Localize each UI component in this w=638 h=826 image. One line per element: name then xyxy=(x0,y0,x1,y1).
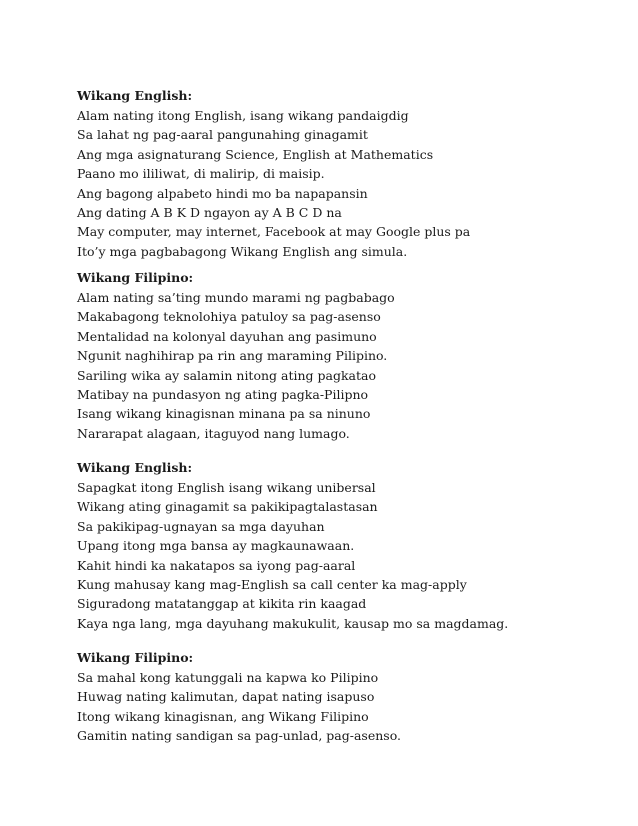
verse-line: Makabagong teknolohiya patuloy sa pag-asenso xyxy=(77,309,381,325)
verse-line: Sapagkat itong English isang wikang unibersal xyxy=(77,480,376,495)
verse-line: Siguradong matatanggap at kikita rin kaagad xyxy=(77,596,367,612)
verse-line: Isang wikang kinagisnan minana pa sa ninuno xyxy=(77,406,371,422)
stanza-heading: Wikang Filipino: xyxy=(77,650,194,665)
verse-line: Sariling wika ay salamin nitong ating pagkatao xyxy=(77,367,376,383)
verse-line: May computer, may internet, Facebook at may Google plus pa xyxy=(77,224,471,240)
verse-line: Upang itong mga bansa ay magkaunawaan. xyxy=(77,538,355,554)
stanza-3 xyxy=(77,458,577,633)
verse-line: Kaya nga lang, mga dayuhang makukulit, kausap mo sa magdamag. xyxy=(77,615,509,631)
verse-line: Sa lahat ng pag-aaral pangunahing ginagamit xyxy=(77,127,368,143)
stanza-heading: Wikang Filipino: xyxy=(77,270,194,285)
verse-line: Gamitin nating sandigan sa pag-unlad, pag-asenso. xyxy=(77,728,401,744)
stanza-heading: Wikang English: xyxy=(77,88,193,103)
verse-line: Ang dating A B K D ngayon ay A B C D na xyxy=(77,204,342,220)
verse-line: Nararapat alagaan, itaguyod nang lumago. xyxy=(77,425,350,441)
stanza-heading: Wikang English: xyxy=(77,460,193,475)
stanza-1 xyxy=(77,86,577,261)
verse-line: Paano mo ililiwat, di malirip, di maisip. xyxy=(77,166,325,182)
verse-line: Huwag nating kalimutan, dapat nating isapuso xyxy=(77,689,375,705)
stanza-2 xyxy=(77,268,577,443)
verse-line: Alam nating sa’ting mundo marami ng pagbabago xyxy=(77,290,395,305)
verse-line: Sa mahal kong katunggali na kapwa ko Pilipino xyxy=(77,670,379,685)
verse-line: Ngunit naghihirap pa rin ang maraming Pilipino. xyxy=(77,348,388,364)
verse-line: Wikang ating ginagamit sa pakikipagtalastasan xyxy=(77,499,378,515)
verse-line: Ito’y mga pagbabagong Wikang English ang simula. xyxy=(77,243,408,259)
verse-line: Kahit hindi ka nakatapos sa iyong pag-aaral xyxy=(77,557,356,573)
verse-line: Ang bagong alpabeto hindi mo ba napapansin xyxy=(77,185,368,201)
verse-line: Mentalidad na kolonyal dayuhan ang pasimuno xyxy=(77,328,377,344)
verse-line: Matibay na pundasyon ng ating pagka-Pilipno xyxy=(77,386,369,402)
verse-line: Kung mahusay kang mag-English sa call center ka mag-apply xyxy=(77,576,467,592)
verse-line: Itong wikang kinagisnan, ang Wikang Filipino xyxy=(77,708,369,724)
verse-line: Alam nating itong English, isang wikang pandaigdig xyxy=(77,108,409,123)
verse-line: Ang mga asignaturang Science, English at Mathematics xyxy=(77,146,434,162)
stanza-4 xyxy=(77,648,577,746)
verse-line: Sa pakikipag-ugnayan sa mga dayuhan xyxy=(77,518,325,534)
